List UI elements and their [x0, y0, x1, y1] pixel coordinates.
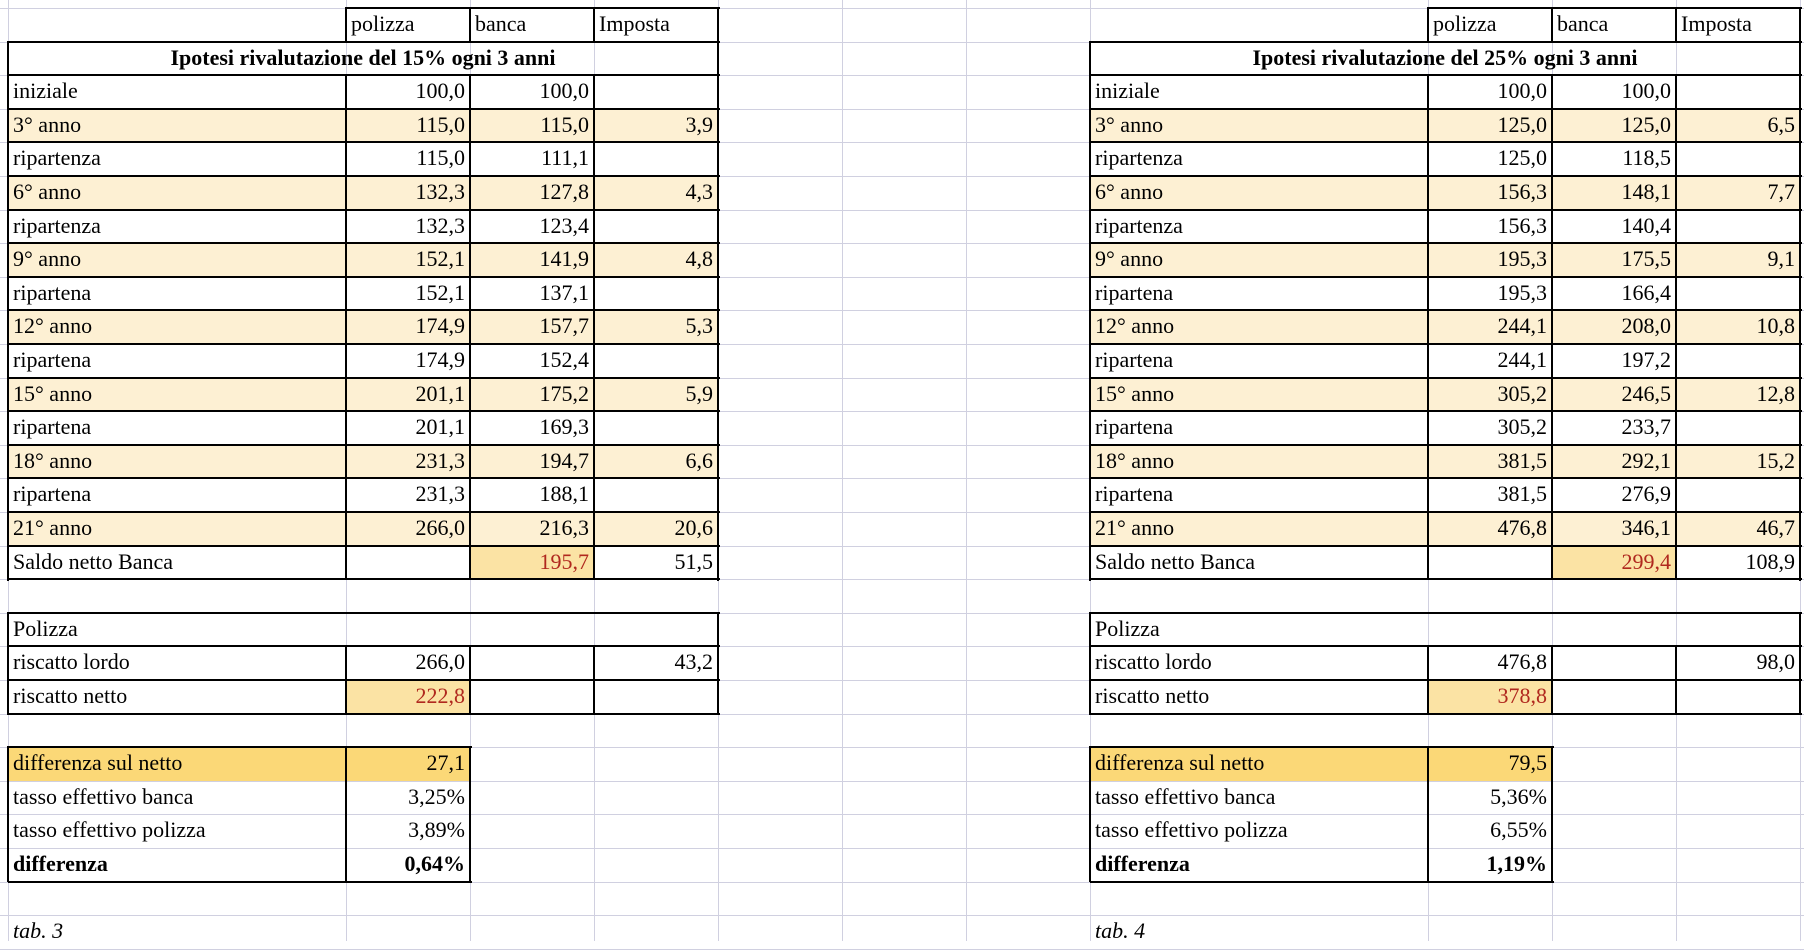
- cell-polizza[interactable]: 266,0: [346, 512, 470, 546]
- riscatto-netto-label[interactable]: riscatto netto: [1095, 683, 1210, 708]
- cell-polizza[interactable]: 195,3: [1497, 280, 1547, 305]
- border-line: [1427, 74, 1429, 580]
- row-label[interactable]: 9° anno: [1090, 243, 1428, 277]
- cell-banca[interactable]: 194,7: [470, 445, 594, 479]
- cell-imposta[interactable]: 9,1: [1676, 243, 1800, 277]
- header-banca[interactable]: banca: [475, 11, 527, 36]
- border-line: [8, 545, 720, 547]
- row-label[interactable]: ripartenza: [13, 213, 101, 238]
- border-line: [8, 108, 720, 110]
- row-label[interactable]: ripartena: [13, 347, 92, 372]
- cell-banca[interactable]: 157,7: [470, 310, 594, 344]
- border-line: [1090, 679, 1802, 681]
- border-line: [8, 713, 720, 715]
- border-line: [8, 881, 472, 883]
- table-caption[interactable]: tab. 3: [13, 918, 64, 943]
- cell-banca[interactable]: 127,8: [470, 176, 594, 210]
- cell-banca[interactable]: 246,5: [1552, 378, 1676, 412]
- border-line: [8, 309, 720, 311]
- border-line: [8, 209, 720, 211]
- cell-banca[interactable]: 111,1: [541, 145, 589, 170]
- cell-imposta[interactable]: [1676, 277, 1800, 311]
- cell-imposta[interactable]: 12,8: [1676, 378, 1800, 412]
- saldo-banca-value[interactable]: 195,7: [470, 546, 594, 580]
- cell-banca[interactable]: 118,5: [1622, 145, 1671, 170]
- border-line: [8, 679, 720, 681]
- cell-imposta[interactable]: [1676, 411, 1800, 445]
- cell-imposta[interactable]: 15,2: [1676, 445, 1800, 479]
- cell-polizza[interactable]: 125,0: [1428, 109, 1552, 143]
- cell-banca[interactable]: 100,0: [1621, 78, 1671, 103]
- border-line: [7, 41, 9, 581]
- border-line: [1090, 141, 1802, 143]
- riscatto-netto-value[interactable]: 222,8: [346, 680, 470, 714]
- border-line: [1551, 645, 1553, 714]
- cell-imposta[interactable]: 7,7: [1676, 176, 1800, 210]
- cell-polizza[interactable]: 100,0: [415, 78, 465, 103]
- row-label[interactable]: 12° anno: [8, 310, 346, 344]
- row-label[interactable]: iniziale: [13, 78, 78, 103]
- diff-netto-value[interactable]: 27,1: [346, 747, 470, 781]
- border-line: [1090, 545, 1802, 547]
- border-line: [8, 444, 720, 446]
- table-caption[interactable]: tab. 4: [1095, 918, 1146, 943]
- saldo-banca-value[interactable]: 299,4: [1552, 546, 1676, 580]
- border-line: [8, 746, 472, 748]
- cell-imposta[interactable]: [594, 75, 718, 109]
- cell-polizza[interactable]: 244,1: [1497, 347, 1547, 372]
- border-line: [717, 612, 719, 715]
- cell-imposta[interactable]: [1676, 142, 1800, 176]
- cell-imposta[interactable]: [594, 210, 718, 244]
- cell-banca[interactable]: 141,9: [470, 243, 594, 277]
- border-line: [1090, 713, 1802, 715]
- border-line: [469, 7, 471, 43]
- riscatto-lordo-label[interactable]: riscatto lordo: [13, 649, 130, 674]
- border-line: [1427, 746, 1429, 882]
- border-line: [1090, 41, 1802, 43]
- row-label[interactable]: 15° anno: [8, 378, 346, 412]
- row-label[interactable]: 12° anno: [1090, 310, 1428, 344]
- border-line: [7, 612, 9, 715]
- border-line: [1427, 7, 1429, 43]
- tasso-polizza-value[interactable]: 3,89%: [408, 817, 465, 842]
- border-line: [593, 74, 595, 580]
- border-line: [1090, 612, 1802, 614]
- cell-polizza[interactable]: 115,0: [346, 109, 470, 143]
- cell-polizza[interactable]: 100,0: [1497, 78, 1547, 103]
- border-line: [345, 74, 347, 580]
- cell-polizza[interactable]: 201,1: [346, 378, 470, 412]
- riscatto-lordo-value[interactable]: 476,8: [1497, 649, 1547, 674]
- cell-banca[interactable]: 125,0: [1552, 109, 1676, 143]
- header-polizza[interactable]: polizza: [1433, 11, 1497, 36]
- differenza-value[interactable]: 0,64%: [404, 851, 465, 876]
- cell-banca[interactable]: 233,7: [1621, 414, 1671, 439]
- differenza-label[interactable]: differenza: [1095, 851, 1190, 876]
- cell-imposta[interactable]: 6,6: [594, 445, 718, 479]
- cell-banca[interactable]: 123,4: [539, 213, 589, 238]
- border-line: [8, 276, 720, 278]
- cell-banca[interactable]: 166,4: [1621, 280, 1671, 305]
- row-label[interactable]: ripartena: [13, 280, 92, 305]
- border-line: [8, 645, 720, 647]
- border-line: [1089, 746, 1091, 882]
- row-label[interactable]: ripartenza: [1095, 213, 1183, 238]
- cell-banca[interactable]: 115,0: [470, 109, 594, 143]
- border-line: [8, 74, 720, 76]
- cell-banca[interactable]: 100,0: [539, 78, 589, 103]
- cell-polizza[interactable]: 231,3: [346, 445, 470, 479]
- polizza-title[interactable]: Polizza: [1095, 616, 1160, 641]
- border-line: [8, 343, 720, 345]
- cell-polizza[interactable]: 152,1: [415, 280, 465, 305]
- border-line: [1675, 645, 1677, 714]
- border-line: [8, 41, 720, 43]
- diff-netto-label[interactable]: differenza sul netto: [1090, 747, 1428, 781]
- row-label[interactable]: ripartenza: [13, 145, 101, 170]
- header-banca[interactable]: banca: [1557, 11, 1609, 36]
- cell-polizza[interactable]: 152,1: [346, 243, 470, 277]
- cell-polizza[interactable]: 156,3: [1428, 176, 1552, 210]
- row-label[interactable]: ripartena: [1095, 414, 1174, 439]
- tasso-banca-label[interactable]: tasso effettivo banca: [13, 784, 194, 809]
- riscatto-lordo-label[interactable]: riscatto lordo: [1095, 649, 1212, 674]
- border-line: [1090, 377, 1802, 379]
- row-label[interactable]: 6° anno: [8, 176, 346, 210]
- cell-banca[interactable]: 188,1: [539, 481, 589, 506]
- saldo-label[interactable]: Saldo netto Banca: [1095, 549, 1256, 574]
- cell-polizza[interactable]: 156,3: [1497, 213, 1547, 238]
- cell-polizza[interactable]: 476,8: [1428, 512, 1552, 546]
- border-line: [1090, 108, 1802, 110]
- diff-netto-value[interactable]: 79,5: [1428, 747, 1552, 781]
- cell-banca[interactable]: 140,4: [1621, 213, 1671, 238]
- border-line: [717, 41, 719, 581]
- cell-imposta[interactable]: 3,9: [594, 109, 718, 143]
- border-line: [8, 410, 720, 412]
- differenza-value[interactable]: 1,19%: [1486, 851, 1547, 876]
- cell-polizza[interactable]: 381,5: [1497, 481, 1547, 506]
- diff-netto-label[interactable]: differenza sul netto: [8, 747, 346, 781]
- border-line: [1799, 612, 1801, 715]
- cell-banca[interactable]: 216,3: [470, 512, 594, 546]
- cell-polizza[interactable]: 174,9: [415, 347, 465, 372]
- border-line: [8, 477, 720, 479]
- row-label[interactable]: ripartena: [1095, 280, 1174, 305]
- border-line: [345, 746, 347, 882]
- cell-imposta[interactable]: 5,9: [594, 378, 718, 412]
- border-line: [1090, 74, 1802, 76]
- border-line: [593, 645, 595, 714]
- cell-imposta[interactable]: 4,3: [594, 176, 718, 210]
- tasso-banca-value[interactable]: 5,36%: [1490, 784, 1547, 809]
- cell-banca[interactable]: 346,1: [1552, 512, 1676, 546]
- row-label[interactable]: 3° anno: [8, 109, 346, 143]
- cell-imposta[interactable]: 4,8: [594, 243, 718, 277]
- saldo-imposta-value[interactable]: 108,9: [1745, 549, 1795, 574]
- cell-polizza[interactable]: 115,0: [416, 145, 465, 170]
- border-line: [8, 511, 720, 513]
- border-line: [8, 612, 720, 614]
- cell-imposta[interactable]: 10,8: [1676, 310, 1800, 344]
- border-line: [1799, 7, 1801, 43]
- border-line: [8, 175, 720, 177]
- row-label[interactable]: 21° anno: [8, 512, 346, 546]
- riscatto-lordo-imposta[interactable]: 98,0: [1756, 649, 1795, 674]
- cell-imposta[interactable]: [1676, 478, 1800, 512]
- tasso-banca-value[interactable]: 3,25%: [408, 784, 465, 809]
- riscatto-netto-label[interactable]: riscatto netto: [13, 683, 128, 708]
- border-line: [1090, 209, 1802, 211]
- cell-banca[interactable]: 137,1: [539, 280, 589, 305]
- border-line: [1089, 41, 1091, 581]
- border-line: [1090, 746, 1554, 748]
- differenza-label[interactable]: differenza: [13, 851, 108, 876]
- border-line: [1090, 881, 1554, 883]
- cell-imposta[interactable]: [594, 277, 718, 311]
- row-label[interactable]: 9° anno: [8, 243, 346, 277]
- cell-imposta[interactable]: 5,3: [594, 310, 718, 344]
- border-line: [1675, 7, 1677, 43]
- border-line: [1090, 276, 1802, 278]
- cell-banca[interactable]: 152,4: [539, 347, 589, 372]
- border-line: [1090, 444, 1802, 446]
- border-line: [1090, 309, 1802, 311]
- cell-imposta[interactable]: [1676, 75, 1800, 109]
- header-imposta[interactable]: Imposta: [599, 11, 670, 36]
- cell-banca[interactable]: 175,2: [470, 378, 594, 412]
- border-line: [1090, 242, 1802, 244]
- riscatto-lordo-value[interactable]: 266,0: [415, 649, 465, 674]
- row-label[interactable]: ripartena: [13, 481, 92, 506]
- tasso-polizza-value[interactable]: 6,55%: [1490, 817, 1547, 842]
- cell-polizza[interactable]: 132,3: [346, 176, 470, 210]
- gridline-v: [842, 0, 843, 941]
- border-line: [8, 578, 720, 580]
- cell-imposta[interactable]: 6,5: [1676, 109, 1800, 143]
- saldo-imposta-value[interactable]: 51,5: [674, 549, 713, 574]
- row-label[interactable]: iniziale: [1095, 78, 1160, 103]
- cell-banca[interactable]: 276,9: [1621, 481, 1671, 506]
- border-line: [717, 7, 719, 43]
- border-line: [8, 141, 720, 143]
- header-polizza[interactable]: polizza: [351, 11, 415, 36]
- table-title[interactable]: Ipotesi rivalutazione del 25% ogni 3 anni: [1252, 45, 1638, 70]
- tasso-banca-label[interactable]: tasso effettivo banca: [1095, 784, 1276, 809]
- border-line: [345, 645, 347, 714]
- border-line: [1427, 645, 1429, 714]
- cell-imposta[interactable]: [594, 478, 718, 512]
- row-label[interactable]: ripartena: [1095, 347, 1174, 372]
- cell-imposta[interactable]: [1676, 344, 1800, 378]
- cell-polizza[interactable]: 174,9: [346, 310, 470, 344]
- cell-polizza[interactable]: 195,3: [1428, 243, 1552, 277]
- border-line: [1090, 511, 1802, 513]
- border-line: [1551, 74, 1553, 580]
- cell-banca[interactable]: 175,5: [1552, 243, 1676, 277]
- cell-polizza[interactable]: 132,3: [415, 213, 465, 238]
- cell-banca[interactable]: 197,2: [1621, 347, 1671, 372]
- riscatto-lordo-imposta[interactable]: 43,2: [674, 649, 713, 674]
- border-line: [346, 7, 720, 9]
- cell-polizza[interactable]: 244,1: [1428, 310, 1552, 344]
- cell-polizza[interactable]: 305,2: [1428, 378, 1552, 412]
- border-line: [593, 7, 595, 43]
- border-line: [1090, 477, 1802, 479]
- border-line: [469, 645, 471, 714]
- border-line: [7, 746, 9, 882]
- tasso-polizza-label[interactable]: tasso effettivo polizza: [13, 817, 206, 842]
- border-line: [1089, 612, 1091, 715]
- row-label[interactable]: ripartenza: [1095, 145, 1183, 170]
- row-label[interactable]: ripartena: [1095, 481, 1174, 506]
- border-line: [1090, 578, 1802, 580]
- row-label[interactable]: ripartena: [13, 414, 92, 439]
- cell-imposta[interactable]: [594, 142, 718, 176]
- saldo-polizza-empty[interactable]: [1428, 546, 1552, 580]
- border-line: [469, 74, 471, 580]
- row-label[interactable]: 18° anno: [8, 445, 346, 479]
- header-imposta[interactable]: Imposta: [1681, 11, 1752, 36]
- cell-polizza[interactable]: 125,0: [1497, 145, 1547, 170]
- row-label[interactable]: 21° anno: [1090, 512, 1428, 546]
- row-label[interactable]: 18° anno: [1090, 445, 1428, 479]
- border-line: [1551, 7, 1553, 43]
- border-line: [1551, 746, 1553, 882]
- table-title[interactable]: Ipotesi rivalutazione del 15% ogni 3 anni: [170, 45, 556, 70]
- border-line: [8, 377, 720, 379]
- border-line: [345, 7, 347, 43]
- cell-polizza[interactable]: 231,3: [415, 481, 465, 506]
- border-line: [1675, 74, 1677, 580]
- cell-imposta[interactable]: 46,7: [1676, 512, 1800, 546]
- row-label[interactable]: 15° anno: [1090, 378, 1428, 412]
- row-label[interactable]: 6° anno: [1090, 176, 1428, 210]
- cell-imposta[interactable]: [1676, 210, 1800, 244]
- border-line: [1799, 41, 1801, 581]
- border-line: [1090, 410, 1802, 412]
- cell-banca[interactable]: 292,1: [1552, 445, 1676, 479]
- border-line: [1090, 175, 1802, 177]
- border-line: [8, 242, 720, 244]
- cell-polizza[interactable]: 381,5: [1428, 445, 1552, 479]
- border-line: [469, 746, 471, 882]
- cell-polizza[interactable]: 305,2: [1497, 414, 1547, 439]
- riscatto-netto-value[interactable]: 378,8: [1428, 680, 1552, 714]
- cell-banca[interactable]: 169,3: [539, 414, 589, 439]
- cell-banca[interactable]: 148,1: [1552, 176, 1676, 210]
- cell-imposta[interactable]: [594, 344, 718, 378]
- saldo-label[interactable]: Saldo netto Banca: [13, 549, 174, 574]
- cell-banca[interactable]: 208,0: [1552, 310, 1676, 344]
- border-line: [1090, 343, 1802, 345]
- cell-imposta[interactable]: [594, 411, 718, 445]
- row-label[interactable]: 3° anno: [1090, 109, 1428, 143]
- border-line: [1090, 645, 1802, 647]
- gridline-v: [966, 0, 967, 941]
- saldo-polizza-empty[interactable]: [346, 546, 470, 580]
- polizza-title[interactable]: Polizza: [13, 616, 78, 641]
- border-line: [1428, 7, 1802, 9]
- cell-polizza[interactable]: 201,1: [415, 414, 465, 439]
- cell-imposta[interactable]: 20,6: [594, 512, 718, 546]
- tasso-polizza-label[interactable]: tasso effettivo polizza: [1095, 817, 1288, 842]
